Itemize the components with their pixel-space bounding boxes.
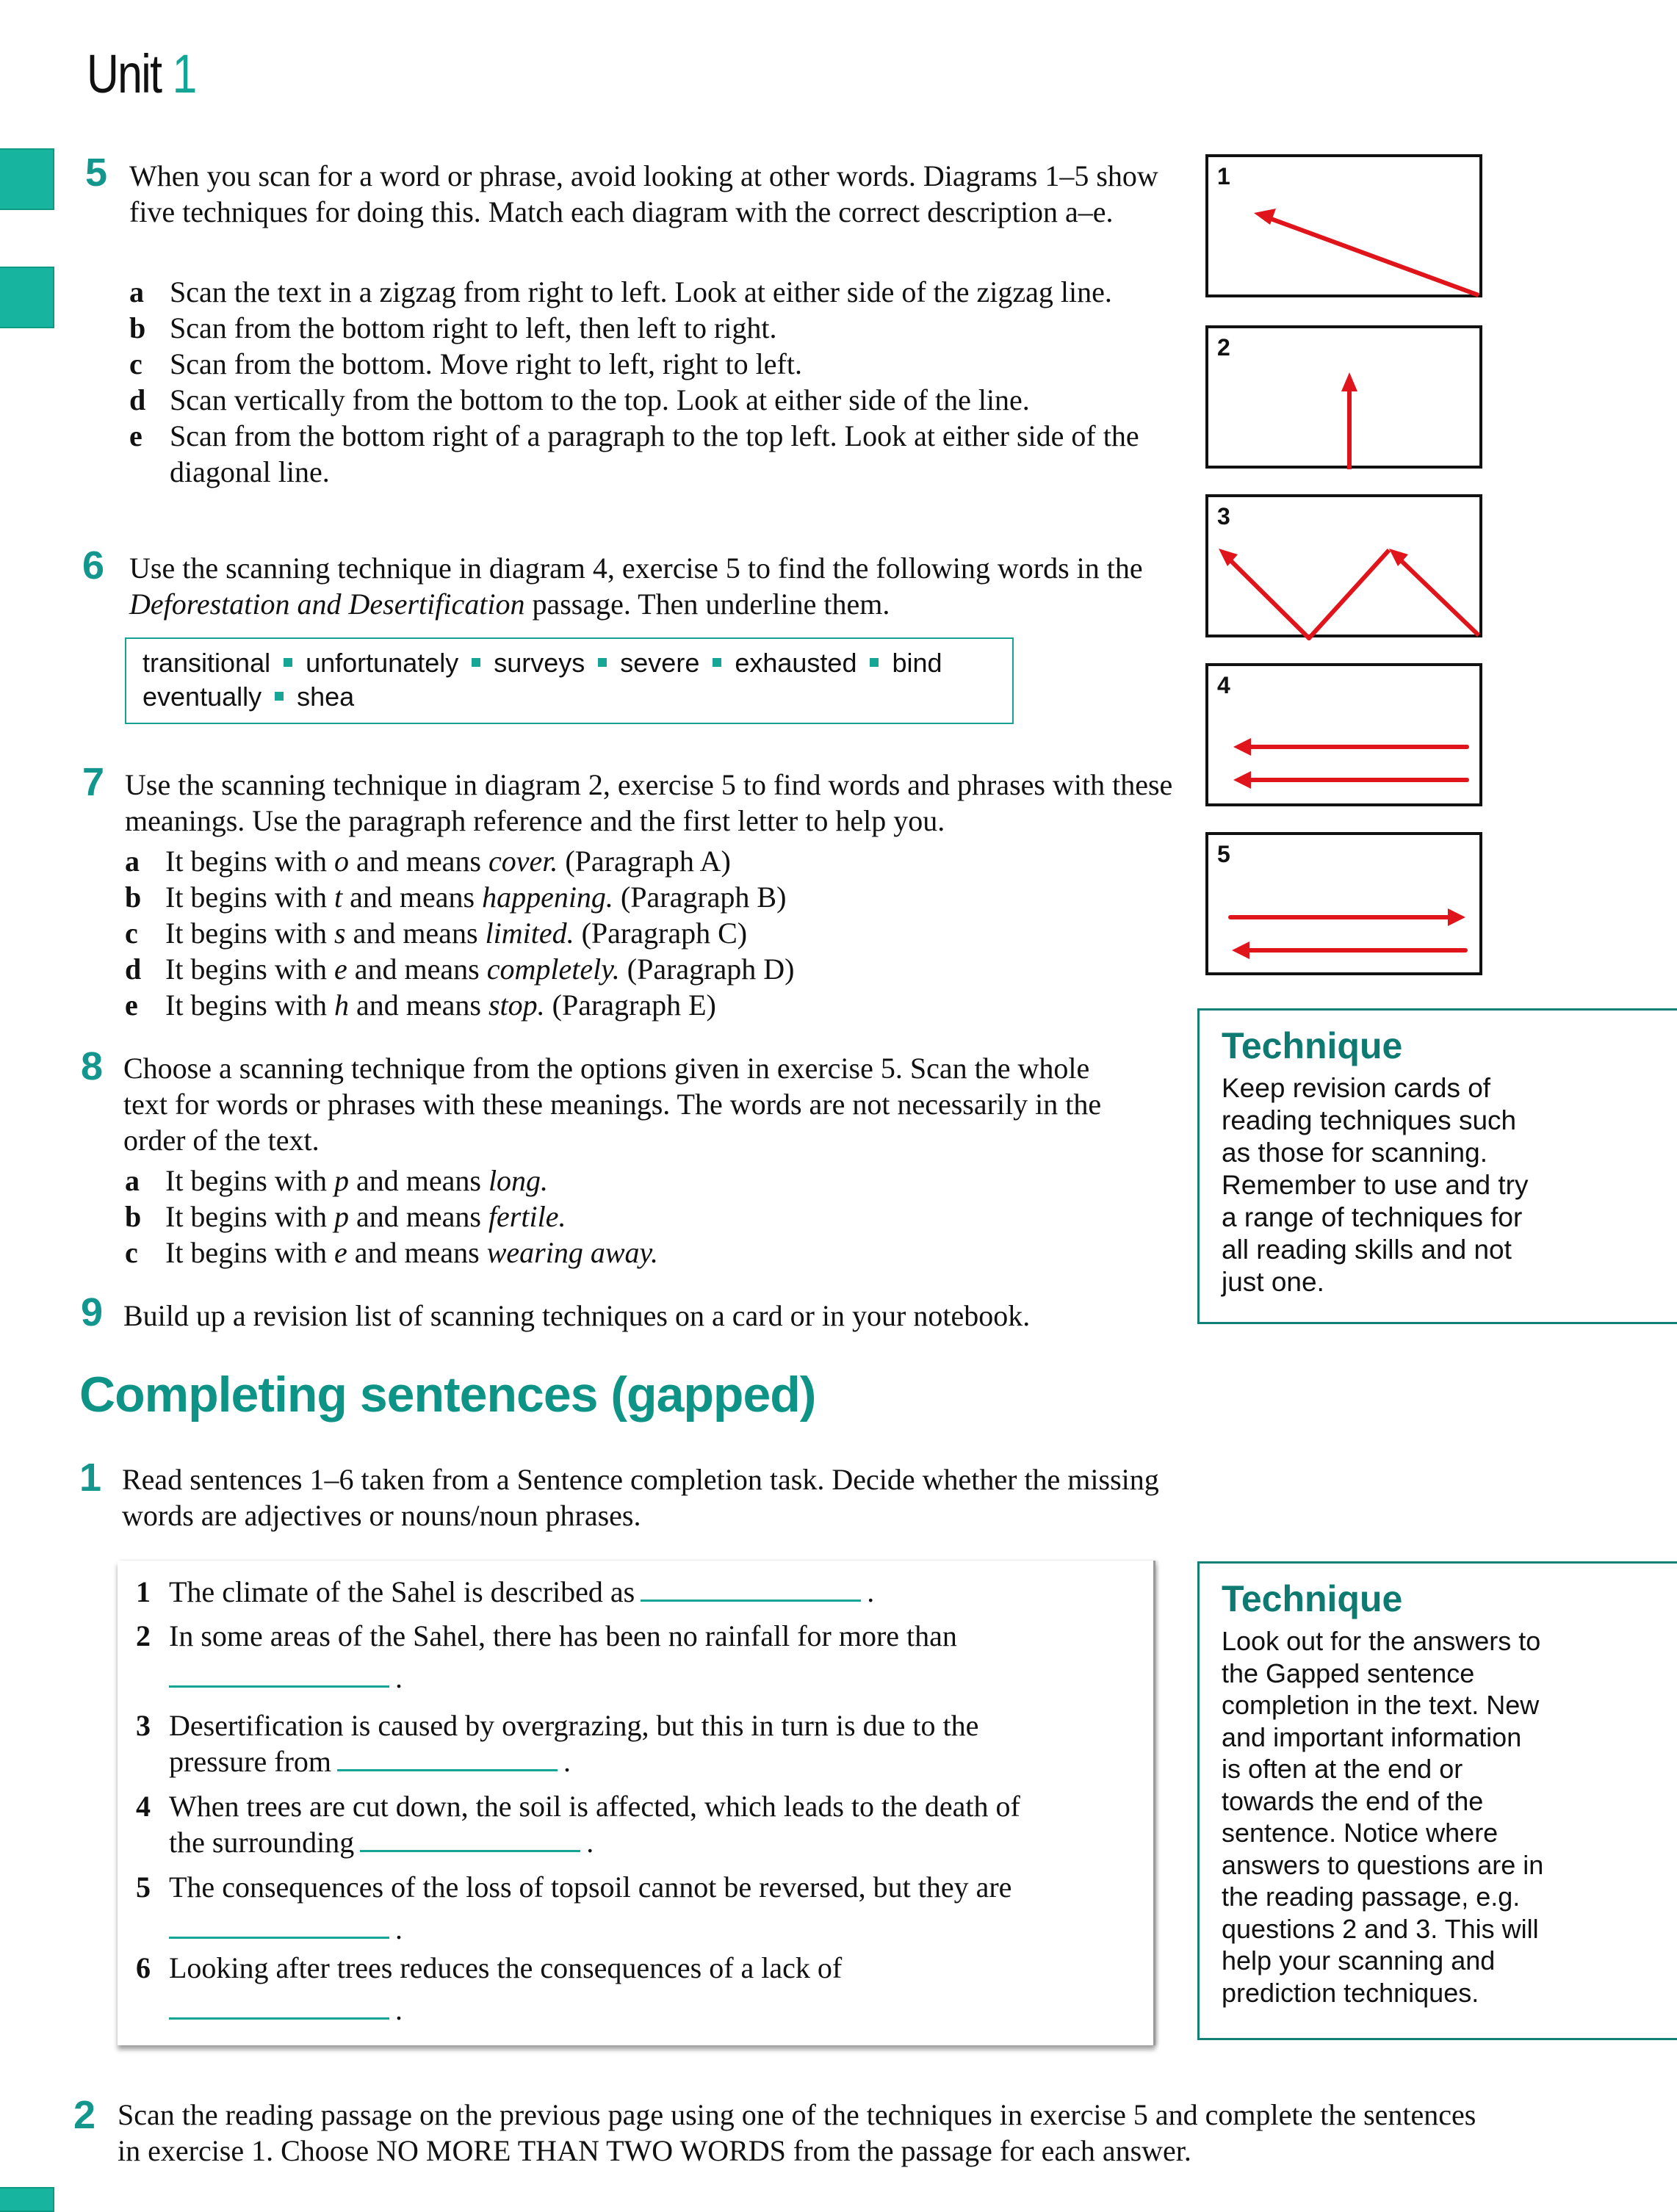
section-heading: Completing sentences (gapped) xyxy=(79,1367,816,1423)
exercise-8-intro: Choose a scanning technique from the options given in exercise 5. Scan the whole text for words or phrases with these meanings. The words are not necessarily in the order of the text. xyxy=(123,1052,1102,1157)
exercise-5-item-c: c Scan from the bottom. Move right to left, right to left. xyxy=(129,347,802,380)
section-exercise-2-text: Scan the reading passage on the previous page using one of the techniques in exercise 5 and complete the sentences in exercise 1. Choose NO MORE THAN TWO WORDS from the passage for each answer. xyxy=(118,2098,1476,2167)
technique-title: Technique xyxy=(1222,1578,1403,1619)
exercise-8-item-a: a It begins with p and means long. xyxy=(125,1164,549,1197)
exercise-9-text: Build up a revision list of scanning techniques on a card or in your notebook. xyxy=(123,1299,1031,1332)
section-exercise-2-number: 2 xyxy=(73,2093,96,2137)
section-exercise-1-intro: Read sentences 1–6 taken from a Sentence completion task. Decide whether the missing words are adjectives or nouns/noun phrases. xyxy=(122,1463,1159,1532)
exercise-7-item-d: d It begins with e and means completely. (Paragraph D) xyxy=(125,953,795,986)
exercise-7-item-e: e It begins with h and means stop. (Paragraph E) xyxy=(125,988,716,1022)
exercise-5-number: 5 xyxy=(85,151,108,195)
answer-blank[interactable] xyxy=(169,1916,389,1939)
exercise-5-items xyxy=(129,274,1172,490)
diagram-2: 2 xyxy=(1205,325,1482,469)
side-tab-2 xyxy=(0,267,54,328)
answer-blank[interactable] xyxy=(337,1749,558,1771)
left-arrows-icon xyxy=(1208,666,1485,809)
word: bind xyxy=(892,648,942,678)
zigzag-arrow-icon xyxy=(1208,497,1485,640)
technique-body: Keep revision cards of reading techniques such as those for scanning. Remember to use and try a range of techniques for all reading skills and not just one. xyxy=(1222,1073,1529,1297)
exercise-8-item-b: b It begins with p and means fertile. xyxy=(125,1200,566,1233)
bullet-square-icon xyxy=(598,658,607,667)
diagram-4: 4 xyxy=(1205,663,1482,806)
exercise-7-intro: Use the scanning technique in diagram 2, exercise 5 to find words and phrases with these meanings. Use the paragraph reference and the first letter to help you. xyxy=(125,768,1173,837)
exercise-6-intro: Use the scanning technique in diagram 4, exercise 5 to find the following words in the Deforestation and Desertification passage. Then underline them. xyxy=(129,552,1143,621)
exercise-5-item-d: d Scan vertically from the bottom to the top. Look at either side of the line. xyxy=(129,383,1030,416)
exercise-8-number: 8 xyxy=(81,1044,104,1088)
exercise-9-number: 9 xyxy=(81,1290,104,1334)
exercise-7-item-c: c It begins with s and means limited. (Paragraph C) xyxy=(125,917,748,950)
diagram-1: 1 xyxy=(1205,154,1482,297)
bullet-square-icon xyxy=(870,658,879,667)
unit-title xyxy=(87,43,196,105)
technique-title: Technique xyxy=(1222,1025,1403,1066)
bullet-square-icon xyxy=(713,658,721,667)
word-list-box xyxy=(125,637,1014,724)
word: surveys xyxy=(494,648,585,678)
exercise-7-item-a: a It begins with o and means cover. (Paragraph A) xyxy=(125,845,731,878)
sentence-2: 2 In some areas of the Sahel, there has been no rainfall for more than . xyxy=(136,1619,957,1694)
diagram-3: 3 xyxy=(1205,494,1482,637)
answer-blank[interactable] xyxy=(360,1829,580,1852)
sentence-6: 6 Looking after trees reduces the consequences of a lack of . xyxy=(136,1951,843,2026)
exercise-5-item-a: a Scan the text in a zigzag from right to left. Look at either side of the zigzag line. xyxy=(129,275,1112,308)
answer-blank[interactable] xyxy=(641,1579,861,1602)
gapped-sentences-card xyxy=(118,1561,1155,2045)
exercise-6-number: 6 xyxy=(82,543,105,588)
technique-box-scanning xyxy=(1197,1008,1677,1324)
technique-box-gapped xyxy=(1197,1561,1677,2040)
diagonal-arrow-icon xyxy=(1208,157,1485,300)
exercise-7-items xyxy=(125,843,1168,1023)
answer-blank[interactable] xyxy=(169,1665,389,1688)
exercise-8-item-c: c It begins with e and means wearing away. xyxy=(125,1236,659,1269)
sentence-1: 1 The climate of the Sahel is described as . xyxy=(136,1575,875,1608)
exercise-5-intro: When you scan for a word or phrase, avoid looking at other words. Diagrams 1–5 show five techniques for doing this. Match each diagram with the correct description a–e. xyxy=(129,159,1158,228)
exercise-7-number: 7 xyxy=(82,760,105,804)
unit-number: 1 xyxy=(172,43,196,104)
section-exercise-1-number: 1 xyxy=(79,1456,102,1500)
bullet-square-icon xyxy=(472,658,480,667)
word: eventually xyxy=(143,682,262,712)
exercise-5-item-e: e Scan from the bottom right of a paragraph to the top left. Look at either side of the diagonal line. xyxy=(129,419,1139,488)
bullet-square-icon xyxy=(284,658,292,667)
exercise-5-item-b: b Scan from the bottom right to left, then left to right. xyxy=(129,311,777,344)
side-tab-3 xyxy=(0,2187,54,2212)
word: unfortunately xyxy=(306,648,459,678)
word: severe xyxy=(620,648,700,678)
answer-blank[interactable] xyxy=(169,1997,389,2020)
exercise-8-items xyxy=(125,1163,1153,1271)
bullet-square-icon xyxy=(275,692,284,701)
technique-body: Look out for the answers to the Gapped sentence completion in the text. New and important information is often at the end or towards the end of the sentence. Notice where answers to questions are in the reading passage, e.g. questions 2 and 3. This will help your scanning and prediction techniques. xyxy=(1222,1626,1544,2008)
word: shea xyxy=(297,682,355,712)
sentence-5: 5 The consequences of the loss of topsoil cannot be reversed, but they are . xyxy=(136,1871,1012,1945)
word: exhausted xyxy=(735,648,857,678)
word: transitional xyxy=(143,648,271,678)
diagram-5: 5 xyxy=(1205,832,1482,975)
sentence-3: 3 Desertification is caused by overgrazing, but this in turn is due to the pressure from . xyxy=(136,1709,979,1778)
side-tab-1 xyxy=(0,148,54,210)
sentence-4: 4 When trees are cut down, the soil is affected, which leads to the death of the surrounding . xyxy=(136,1790,1020,1859)
right-left-arrows-icon xyxy=(1208,835,1485,978)
exercise-7-item-b: b It begins with t and means happening. (Paragraph B) xyxy=(125,881,787,914)
unit-label: Unit xyxy=(87,43,162,104)
up-arrow-icon xyxy=(1208,328,1485,471)
